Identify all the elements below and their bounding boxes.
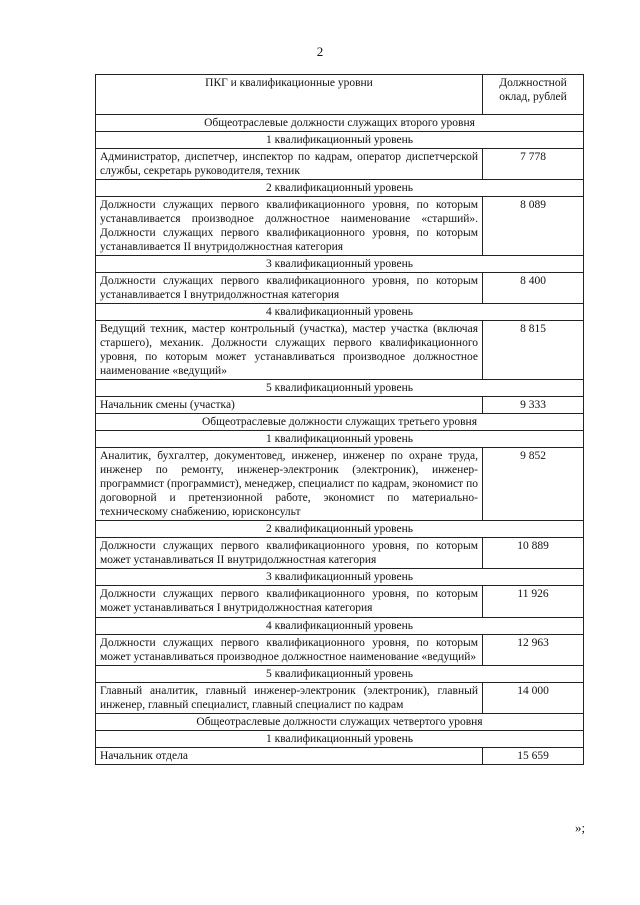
table-row [96,197,584,256]
position-list: Должности служащих первого квалификационного уровня, по которым устанавливается производное должностное наименование «старший». Должности служащих первого квалификационного уровня, по которым устанавливается II внутридолжностная категория [96,197,483,256]
level-label: 4 квалификационный уровень [96,617,584,634]
table-row [96,448,584,521]
level-row [96,730,584,747]
level-label: 3 квалификационный уровень [96,569,584,586]
salary-value: 8 400 [483,273,584,304]
level-row [96,617,584,634]
table-row [96,634,584,665]
level-label: 1 квалификационный уровень [96,730,584,747]
level-label: 5 квалификационный уровень [96,380,584,397]
group-row [96,414,584,431]
level-row [96,132,584,149]
salary-value: 9 333 [483,397,584,414]
level-row [96,665,584,682]
table-row [96,321,584,380]
position-list: Начальник отдела [96,747,483,764]
closing-quote: »; [575,820,586,835]
level-label: 3 квалификационный уровень [96,256,584,273]
level-row [96,180,584,197]
level-row [96,380,584,397]
level-label: 1 квалификационный уровень [96,431,584,448]
salary-value: 12 963 [483,634,584,665]
position-list: Главный аналитик, главный инженер-электроник (электроник), главный инженер, главный специалист, главный специалист по кадрам [96,682,483,713]
level-row [96,431,584,448]
position-list: Должности служащих первого квалификационного уровня, по которым может устанавливаться производное должностное наименование «ведущий» [96,634,483,665]
table-row [96,682,584,713]
level-row [96,256,584,273]
level-label: 4 квалификационный уровень [96,304,584,321]
table-row [96,747,584,764]
page-number: 2 [316,44,324,59]
table-row [96,273,584,304]
salary-value: 11 926 [483,586,584,617]
table-row [96,397,584,414]
salary-value: 9 852 [483,448,584,521]
salary-value: 15 659 [483,747,584,764]
position-list: Аналитик, бухгалтер, документовед, инженер, инженер по охране труда, инженер по ремонту, инженер-электроник (электроник), инженер-программист (программист), менеджер, специалист по кадрам, экономист по договорной и претензионной работе, экономист по материально-техническому снабжению, юрисконсульт [96,448,483,521]
group-row [96,713,584,730]
salary-table [95,74,584,765]
position-list: Администратор, диспетчер, инспектор по кадрам, оператор диспетчерской службы, секретарь руководителя, техник [96,149,483,180]
table-header-row [96,75,584,115]
group-title: Общеотраслевые должности служащих второго уровня [96,115,584,132]
salary-value: 14 000 [483,682,584,713]
level-label: 2 квалификационный уровень [96,521,584,538]
salary-value: 8 089 [483,197,584,256]
header-salary: Должностной оклад, рублей [483,75,584,115]
position-list: Начальник смены (участка) [96,397,483,414]
level-label: 1 квалификационный уровень [96,132,584,149]
salary-value: 8 815 [483,321,584,380]
group-title: Общеотраслевые должности служащих третьего уровня [96,414,584,431]
table-row [96,538,584,569]
position-list: Должности служащих первого квалификационного уровня, по которым устанавливается I внутридолжностная категория [96,273,483,304]
group-title: Общеотраслевые должности служащих четвертого уровня [96,713,584,730]
level-row [96,521,584,538]
group-row [96,115,584,132]
salary-value: 7 778 [483,149,584,180]
position-list: Ведущий техник, мастер контрольный (участка), мастер участка (включая старшего), механик. Должности служащих первого квалификационного уровня, по которым может устанавливаться производное должностное наименование «ведущий» [96,321,483,380]
position-list: Должности служащих первого квалификационного уровня, по которым может устанавливаться II внутридолжностная категория [96,538,483,569]
position-list: Должности служащих первого квалификационного уровня, по которым может устанавливаться I внутридолжностная категория [96,586,483,617]
table-row [96,586,584,617]
level-label: 5 квалификационный уровень [96,665,584,682]
header-qualification: ПКГ и квалификационные уровни [96,75,483,115]
level-row [96,569,584,586]
level-row [96,304,584,321]
table-row [96,149,584,180]
salary-value: 10 889 [483,538,584,569]
level-label: 2 квалификационный уровень [96,180,584,197]
table-body [96,115,584,765]
